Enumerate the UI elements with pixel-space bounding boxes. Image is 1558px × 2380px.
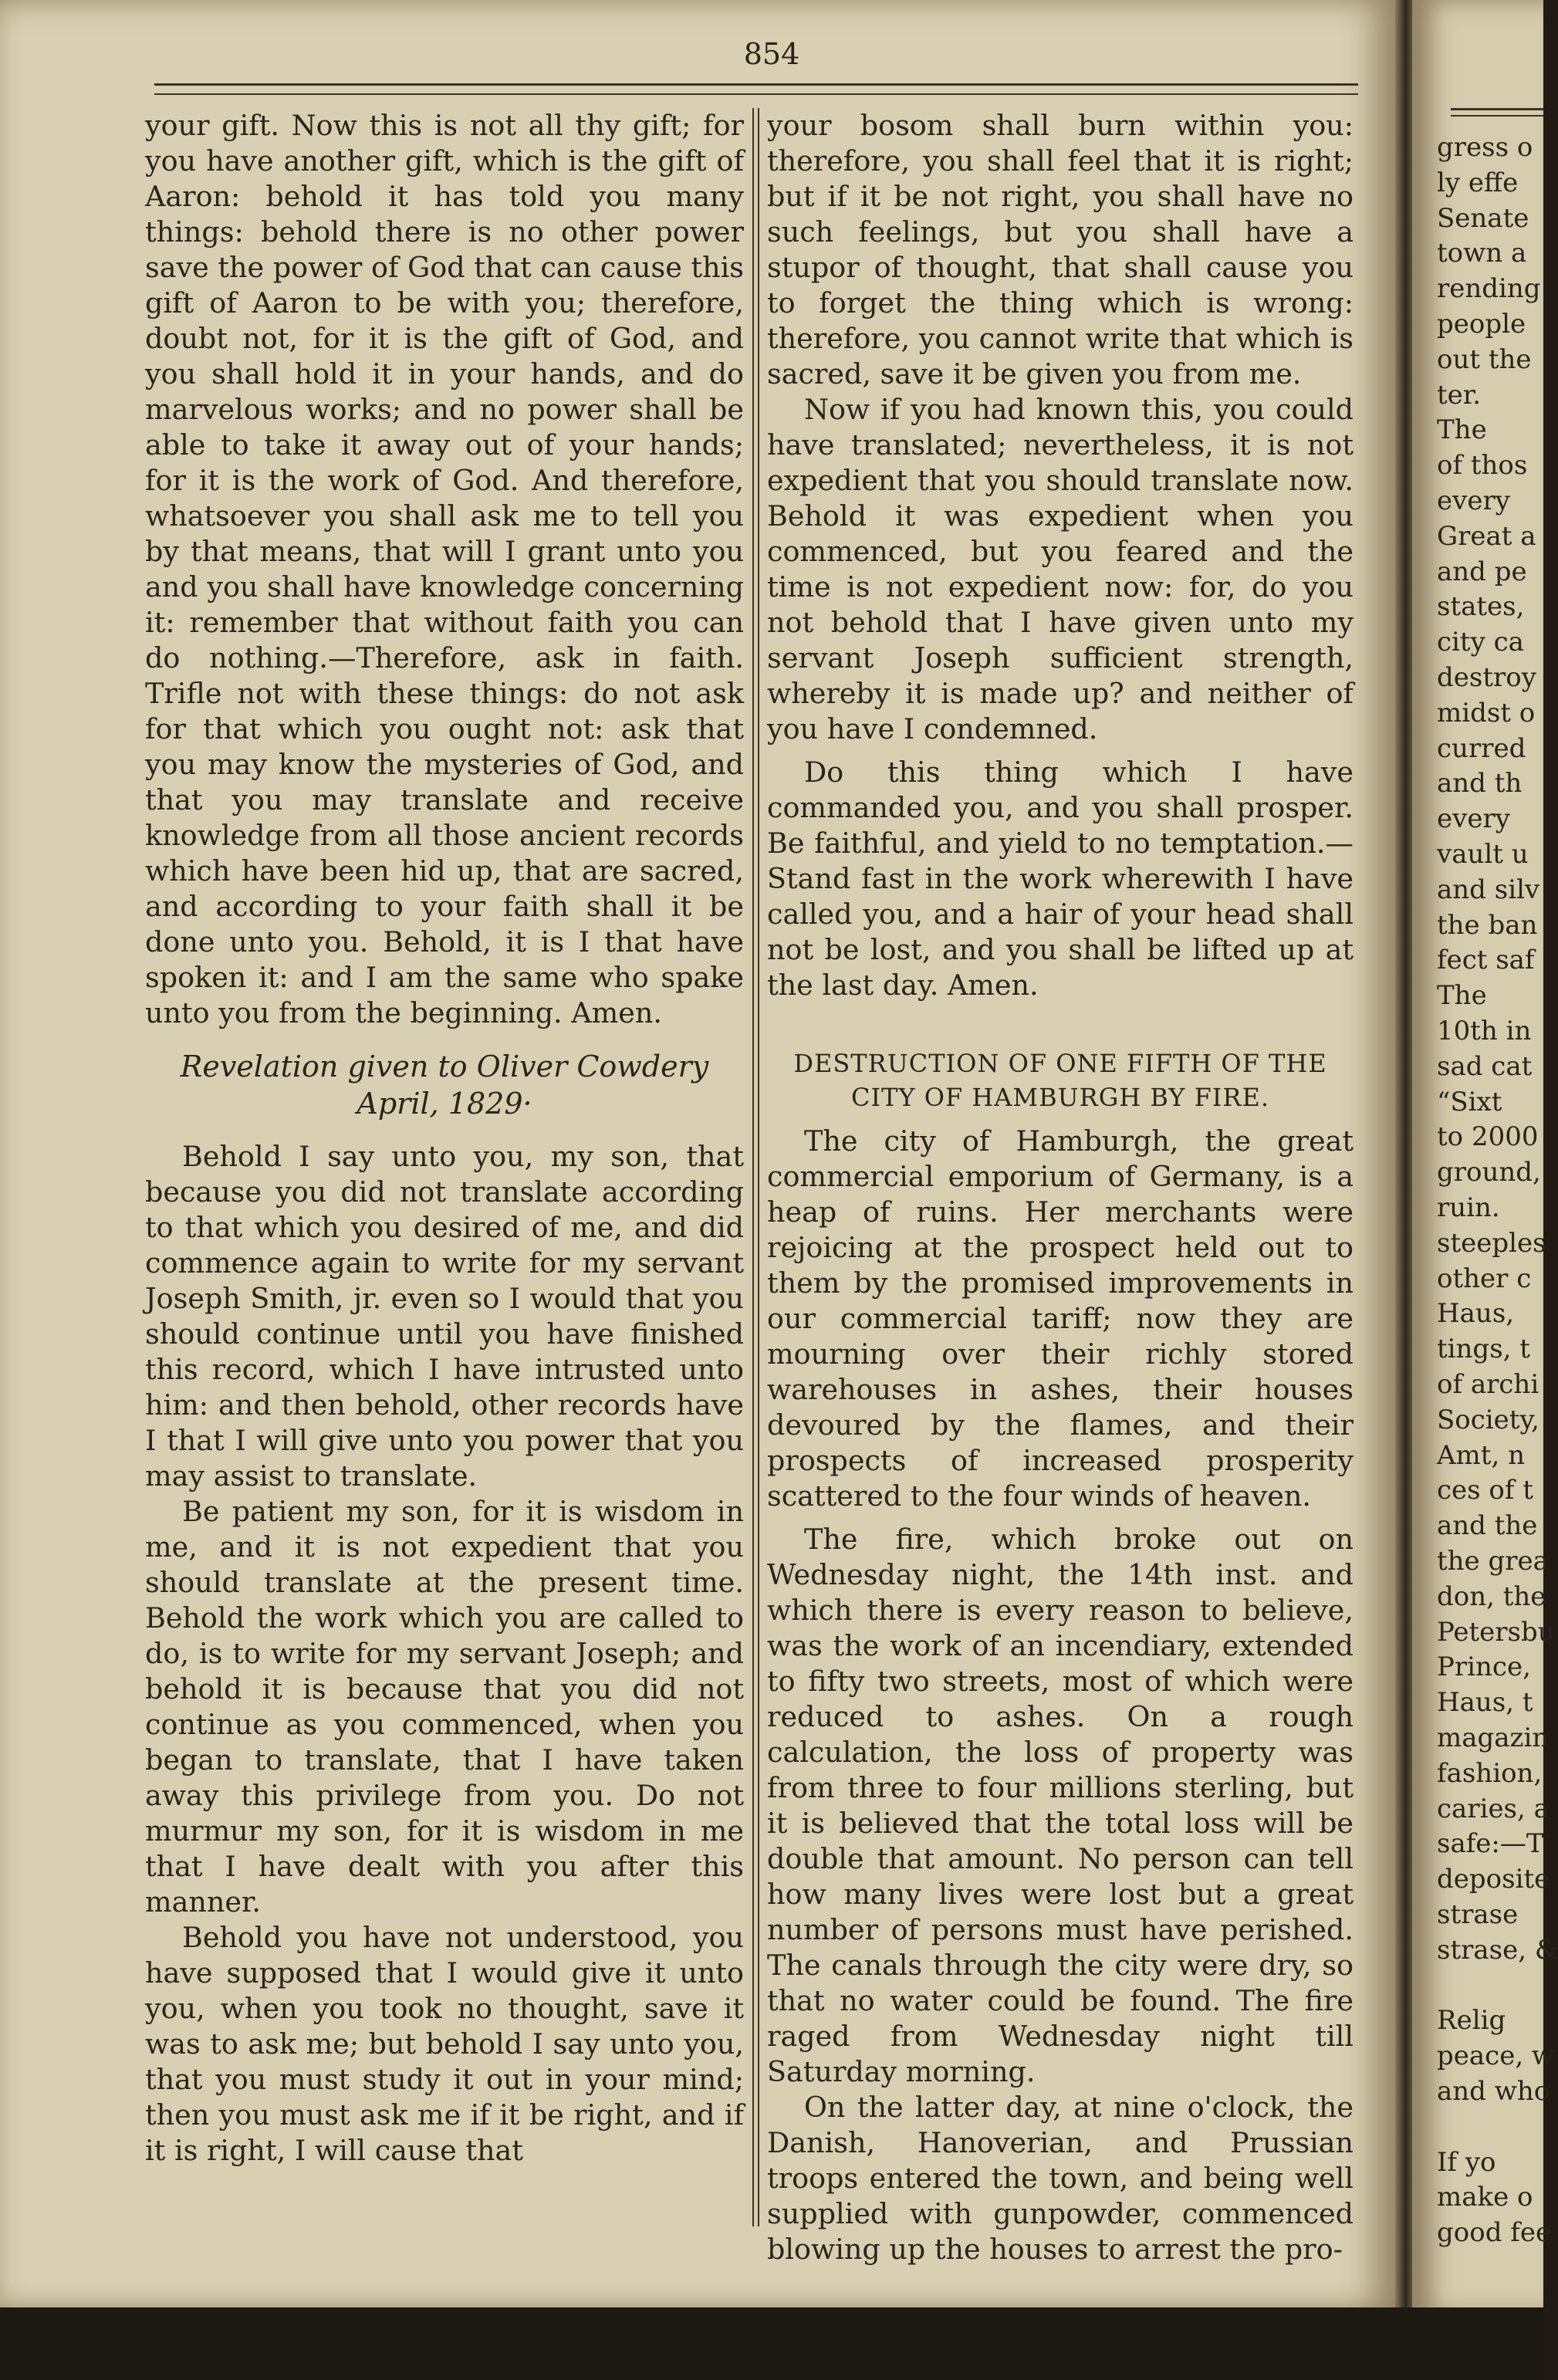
facing-page-line: fashion, <box>1437 1757 1543 1789</box>
facing-page-rule <box>1451 108 1543 117</box>
right-paragraph-5: The fire, which broke out on Wednesday night, the 14th inst. and which there is every reason to believe, was the work of an incendiary, extended to fifty two streets, most of which were reduced to ashes. On a rough calculation, the loss of property was from three to four millions sterling, but it is believed that the total loss will be double that amount. No person can tell how many lives were lost but a great number of persons must have perished. The canals through the city were dry, so that no water could be found. The fire raged from Wednesday night till Saturday morning. <box>767 1523 1354 2088</box>
left-paragraph-1: your gift. Now this is not all thy gift; for you have another gift, which is the gift of Aaron: behold it has told you many things: behold there is no other power save the power of God that can cause this gift of Aaron to be with you; therefore, doubt not, for it is the gift of God, and you shall hold it in your hands, and do marvelous works; and no power shall be able to take it away out of your hands; for it is the work of God. And therefore, whatsoever you shall ask me to tell you by that means, that will I grant unto you and you shall have knowledge concerning it: remember that without faith you can do nothing.—Therefore, ask in faith. Trifle not with these things: do not ask for that which you ought not: ask that you may know the mysteries of God, and that you may translate and receive knowledge from all those ancient records which have been hid up, that are sacred, and according to your faith shall it be done unto you. Behold, it is I that have spoken it: and I am the same who spake unto you from the beginning. Amen. <box>145 109 744 1029</box>
facing-page-line: out the <box>1437 343 1532 375</box>
right-paragraph-4: The city of Hamburgh, the great commercial emporium of Germany, is a heap of ruins. Her merchants were rejoicing at the prospect held out to them by the promised improvements in our commercial tariff; now they are mourning over their richly stored warehouses in ashes, their houses devoured by the flames, and their prospects of increased prosperity scattered to the four winds of heaven. <box>767 1124 1354 1513</box>
facing-page-line: Petersbu <box>1437 1616 1555 1648</box>
facing-page-line: caries, a <box>1437 1793 1550 1824</box>
facing-page-line: and silv <box>1437 874 1540 905</box>
facing-page-line: don, the <box>1437 1580 1546 1612</box>
facing-page-line: fect saf <box>1437 945 1535 976</box>
bottom-shadow <box>0 2307 1543 2380</box>
facing-page-line: 10th in <box>1437 1016 1532 1046</box>
facing-page-line: tings, t <box>1437 1334 1530 1365</box>
facing-page-line: Haus, <box>1437 1298 1515 1330</box>
right-paragraph-1: your bosom shall burn within you: therefore, you shall feel that it is right; but if it be not right, you shall have no such feelings, but you shall have a stupor of thought, that shall cause you to forget the thing which is wrong: therefore, you cannot write that which is sacred, save it be given you from me. <box>767 109 1354 390</box>
facing-page-line: magazin <box>1437 1722 1550 1753</box>
facing-page-line: to 2000 <box>1437 1121 1539 1153</box>
facing-page-line: Relig <box>1437 2005 1506 2037</box>
facing-page-line: Great a <box>1437 520 1536 552</box>
facing-page-line: good fee <box>1437 2217 1552 2249</box>
facing-page-line: midst o <box>1437 697 1536 729</box>
left-paragraph-4: Behold you have not understood, you have supposed that I would give it unto you, when you took no thought, save it was to ask me; but behold I say unto you, that you must study it out in your mind; then you must ask me if it be right, and if it is right, I will cause that <box>145 1921 744 2167</box>
left-column <box>145 108 744 2169</box>
facing-page-line: safe:—T <box>1437 1828 1544 1860</box>
facing-page-line: peace, w <box>1437 2040 1555 2072</box>
facing-page-line: curred <box>1437 732 1526 764</box>
facing-page-line: Society, <box>1437 1404 1539 1435</box>
facing-page-line: vault u <box>1437 839 1529 870</box>
facing-page-line: ruin. <box>1437 1192 1500 1223</box>
facing-page-line: and the <box>1437 1510 1538 1542</box>
facing-page-line: Haus, t <box>1437 1687 1533 1719</box>
facing-page-line: gress o <box>1437 132 1533 163</box>
revelation-heading <box>145 1048 744 1122</box>
facing-page-line: the grea <box>1437 1546 1549 1577</box>
facing-page-line: rending <box>1437 273 1541 305</box>
facing-page-line: strase <box>1437 1899 1519 1930</box>
facing-page-line: ground, <box>1437 1157 1541 1188</box>
facing-page-line: of thos <box>1437 450 1528 482</box>
header-rule <box>154 83 1358 95</box>
facing-page-line: ter. <box>1437 379 1482 411</box>
facing-page-line: people <box>1437 309 1526 340</box>
facing-page-line: and pe <box>1437 556 1527 587</box>
facing-page-line: Senate <box>1437 202 1529 234</box>
hamburgh-fire-heading: DESTRUCTION OF ONE FIFTH OF THE CITY OF HAMBURGH BY FIRE. <box>793 1049 1327 1112</box>
facing-page-line: and who <box>1437 2076 1550 2107</box>
facing-page-line: deposite <box>1437 1864 1550 1895</box>
left-paragraph-2: Behold I say unto you, my son, that because you did not translate according to that which you desired of me, and did commence again to write for my servant Joseph Smith, jr. even so I would that you should continue until you have finished this record, which I have intrusted unto him: and then behold, other records have I that I will give unto you power that you may assist to translate. <box>145 1140 744 1493</box>
facing-page-line: Prince, <box>1437 1651 1531 1683</box>
facing-page-line: other c <box>1437 1263 1532 1294</box>
facing-page-line: destroy <box>1437 662 1536 693</box>
revelation-heading-line-1: Revelation given to Oliver Cowdery <box>180 1050 709 1084</box>
right-paragraph-6: On the latter day, at nine o'clock, the Danish, Hanoverian, and Prussian troops entered the town, and being well supplied with gunpowder, commenced blowing up the houses to arrest the pro- <box>767 2091 1354 2266</box>
facing-page-line: strase, & <box>1437 1934 1558 1966</box>
facing-page-line: make o <box>1437 2182 1533 2213</box>
facing-page-line: “Sixt <box>1437 1086 1502 1117</box>
column-divider <box>752 108 759 2226</box>
facing-page-line: town a <box>1437 238 1527 269</box>
facing-page-line: sad cat <box>1437 1050 1533 1082</box>
page-number: 854 <box>743 37 800 71</box>
right-column <box>767 108 1354 2267</box>
book-gutter <box>1395 0 1412 2380</box>
facing-page-line: ces of t <box>1437 1475 1533 1506</box>
facing-page-line: and th <box>1437 768 1523 800</box>
right-paragraph-3: Do this thing which I have commanded you, and you shall prosper. Be faithful, and yield to no temptation.—Stand fast in the work wherewith I have called you, and a hair of your head shall not be lost, and you shall be lifted up at the last day. Amen. <box>767 756 1354 1002</box>
facing-page-line: If yo <box>1437 2146 1496 2178</box>
right-paragraph-2: Now if you had known this, you could have translated; nevertheless, it is not expedient that you should translate now. Behold it was expedient when you commenced, but you feared and the time is not expedient now: for, do you not behold that I have given unto my servant Joseph sufficient strength, whereby it is made up? and neither of you have I condemned. <box>767 393 1354 745</box>
facing-page-line: Amt, n <box>1437 1439 1525 1471</box>
facing-page-line: states, <box>1437 591 1525 623</box>
facing-page-line: city ca <box>1437 627 1524 658</box>
left-paragraph-3: Be patient my son, for it is wisdom in me, and it is not expedient that you should translate at the present time. Behold the work which you are called to do, is to write for my servant Joseph; and behold it is because that you did not continue as you commenced, when you began to translate, that I have taken away this privilege from you. Do not murmur my son, for it is wisdom in me that I have dealt with you after this manner. <box>145 1495 744 1919</box>
revelation-heading-line-2: April, 1829· <box>357 1087 532 1121</box>
facing-page-line: ly effe <box>1437 167 1519 198</box>
facing-page-line: The <box>1437 980 1487 1012</box>
facing-page-line: every <box>1437 803 1510 835</box>
facing-page-line: every <box>1437 485 1510 516</box>
facing-page-line: of archi <box>1437 1369 1539 1400</box>
facing-page-line: steeples <box>1437 1227 1546 1259</box>
facing-page-line: the ban <box>1437 909 1538 941</box>
facing-page-line: The <box>1437 414 1487 446</box>
